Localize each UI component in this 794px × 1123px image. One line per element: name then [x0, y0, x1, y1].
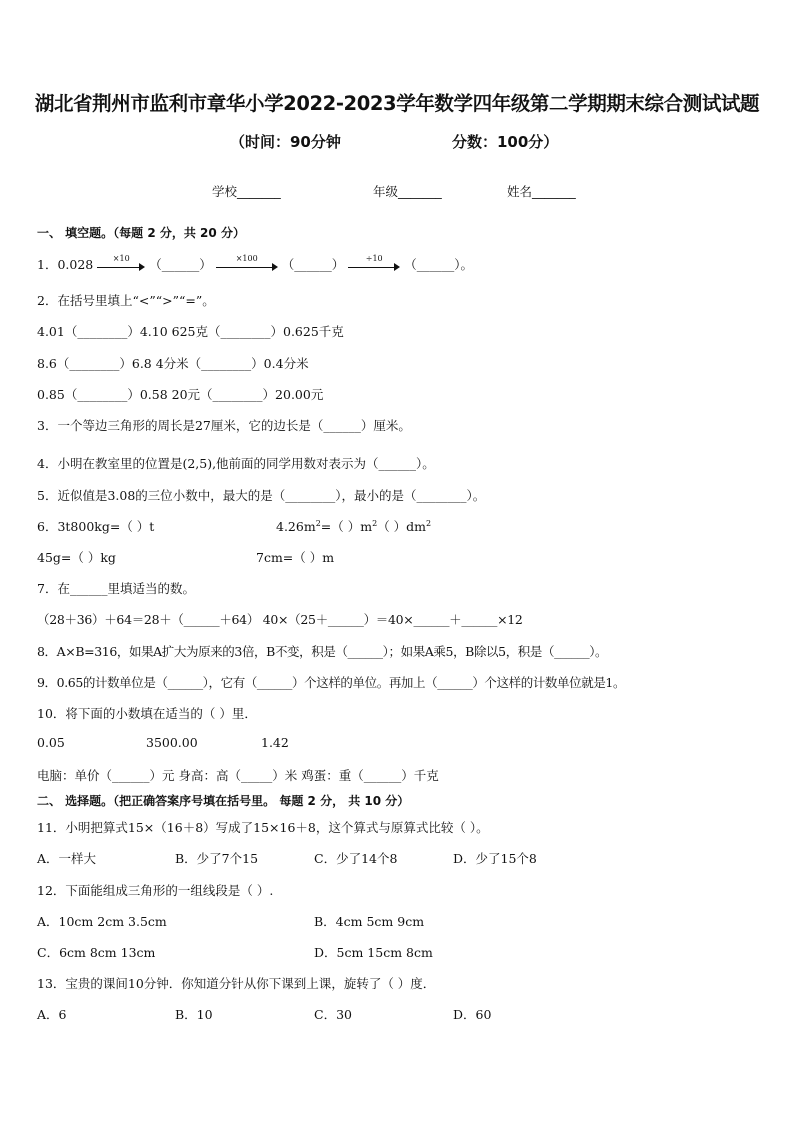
q11-option-d[interactable]: D．少了15个8 — [453, 851, 537, 866]
question-2-row-3[interactable]: 0.85（________）0.58 20元（________）20.00元 — [37, 387, 324, 402]
q10-number-1: 0.05 — [37, 735, 65, 750]
section-2-heading: 二、 选择题。（把正确答案序号填在括号里。 每题 2 分， 共 10 分） — [37, 794, 410, 808]
q1-blank-1[interactable]: （______） — [149, 257, 212, 272]
q6b-sup-3: 2 — [426, 518, 432, 528]
q6b-sup: 2 — [315, 518, 321, 528]
q10-number-3: 1.42 — [261, 735, 289, 750]
q1-blank-3[interactable]: （______）。 — [404, 257, 473, 272]
q13-option-b[interactable]: B．10 — [175, 1007, 213, 1022]
q6b-blank-2[interactable]: （ ）dm — [377, 519, 427, 534]
section-1-heading: 一、 填空题。（每题 2 分，共 20 分） — [37, 226, 245, 240]
question-2-row-1[interactable]: 4.01（________）4.10 625克（________）0.625千克 — [37, 324, 344, 339]
question-4[interactable]: 4．小明在教室里的位置是(2,5),他前面的同学用数对表示为（______）。 — [37, 456, 435, 471]
q11-option-c[interactable]: C．少了14个8 — [314, 851, 398, 866]
arrow-icon: ×10 — [97, 259, 145, 273]
q13-option-a[interactable]: A．6 — [37, 1007, 67, 1022]
question-6-part-d[interactable]: 7cm=（ ）m — [256, 550, 335, 565]
q1-blank-2[interactable]: （______） — [281, 257, 345, 272]
question-13-stem: 13．宝贵的课间10分钟．你知道分针从你下课到上课，旋转了（ ）度． — [37, 976, 436, 991]
q6b-sup-2: 2 — [372, 518, 378, 528]
question-6-part-c[interactable]: 45g=（ ）kg — [37, 550, 116, 565]
exam-time: （时间：90分钟 — [230, 133, 341, 151]
grade-field[interactable]: 年级_______ — [373, 184, 442, 199]
question-5[interactable]: 5．近似值是3.08的三位小数中，最大的是（________），最小的是（________）。 — [37, 488, 486, 503]
question-11-stem: 11．小明把算式15×（16＋8）写成了15×16＋8，这个算式与原算式比较（ ）。 — [37, 820, 489, 835]
q12-option-d[interactable]: D．5cm 15cm 8cm — [314, 945, 433, 960]
q6b-text: 4.26m — [276, 519, 316, 534]
q10-number-2: 3500.00 — [146, 735, 198, 750]
q6b-blank-1[interactable]: =（ ）m — [320, 519, 373, 534]
arrow-icon: ×100 — [216, 259, 278, 273]
arrow-icon: ÷10 — [348, 259, 400, 273]
school-field[interactable]: 学校_______ — [212, 184, 281, 199]
question-8[interactable]: 8．A×B=316，如果A扩大为原来的3倍，B不变，积是（______）；如果A乘5，B除以5，积是（______）。 — [37, 644, 608, 659]
q11-option-a[interactable]: A．一样大 — [37, 851, 97, 866]
q12-option-c[interactable]: C．6cm 8cm 13cm — [37, 945, 156, 960]
q11-option-b[interactable]: B．少了7个15 — [175, 851, 259, 866]
exam-score: 分数：100分） — [452, 133, 559, 151]
question-2-row-2[interactable]: 8.6（________）6.8 4分米（________）0.4分米 — [37, 356, 309, 371]
question-10-fill[interactable]: 电脑：单价（______）元 身高：高（_____）米 鸡蛋：重（______）千克 — [37, 768, 439, 783]
q13-option-d[interactable]: D．60 — [453, 1007, 492, 1022]
question-2-stem: 2．在括号里填上“<”“>”“=”。 — [37, 293, 215, 308]
q12-option-b[interactable]: B．4cm 5cm 9cm — [314, 914, 425, 929]
question-7-equations[interactable]: （28＋36）＋64＝28＋（______＋64） 40×（25＋______）＝40×______＋______×12 — [37, 612, 523, 627]
question-12-stem: 12．下面能组成三角形的一组线段是（ ）. — [37, 883, 274, 898]
q12-option-a[interactable]: A．10cm 2cm 3.5cm — [37, 914, 167, 929]
question-6-part-a[interactable]: 6．3t800kg=（ ）t — [37, 519, 155, 534]
question-1 — [37, 255, 473, 273]
question-9[interactable]: 9．0.65的计数单位是（______），它有（______）个这样的单位。再加上（______）个这样的计数单位就是1。 — [37, 675, 626, 690]
q1-start: 1．0.028 — [37, 257, 94, 272]
question-7-stem: 7．在______里填适当的数。 — [37, 581, 195, 596]
name-field[interactable]: 姓名_______ — [507, 184, 576, 199]
page-title: 湖北省荆州市监利市章华小学2022-2023学年数学四年级第二学期期末综合测试试题 — [34, 92, 760, 115]
question-6-part-b[interactable] — [276, 517, 431, 535]
question-3[interactable]: 3．一个等边三角形的周长是27厘米，它的边长是（______）厘米。 — [37, 418, 411, 433]
q13-option-c[interactable]: C．30 — [314, 1007, 352, 1022]
question-10-stem: 10．将下面的小数填在适当的（ ）里． — [37, 706, 257, 721]
